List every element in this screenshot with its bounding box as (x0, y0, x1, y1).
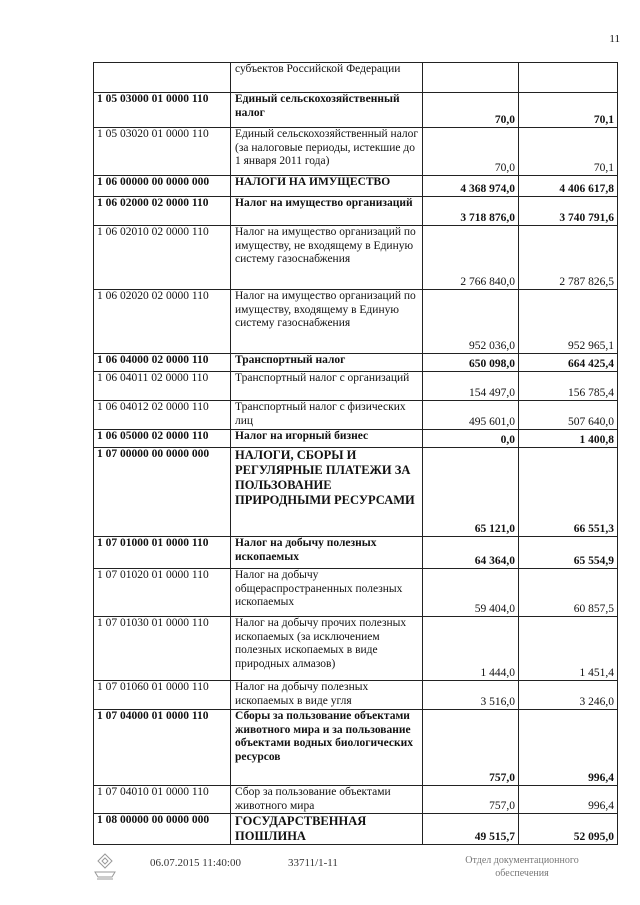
item-name-cell: Единый сельскохозяйственный налог (за налоговые периоды, истекшие до 1 января 2011 года) (231, 128, 423, 176)
page-number: 11 (609, 33, 620, 45)
amount-2-cell: 156 785,4 (519, 372, 618, 401)
item-name-cell: Транспортный налог с организаций (231, 372, 423, 401)
amount-2-cell: 2 787 826,5 (519, 226, 618, 290)
item-name-cell: Налог на добычу полезных ископаемых (231, 537, 423, 569)
amount-1-cell: 65 121,0 (423, 448, 519, 537)
amount-2-cell: 952 965,1 (519, 290, 618, 354)
amount-2-cell (519, 63, 618, 93)
amount-2-cell: 66 551,3 (519, 448, 618, 537)
amount-1-cell: 70,0 (423, 128, 519, 176)
budget-code-cell: 1 06 05000 02 0000 110 (94, 430, 231, 448)
table-row (94, 814, 618, 845)
amount-2-cell: 1 451,4 (519, 617, 618, 681)
amount-1-cell: 59 404,0 (423, 569, 519, 617)
amount-2-cell: 507 640,0 (519, 401, 618, 430)
table-row (94, 176, 618, 197)
item-name-cell: Налог на имущество организаций (231, 197, 423, 226)
table-row (94, 93, 618, 128)
footer-timestamp: 06.07.2015 11:40:00 (150, 857, 241, 869)
amount-2-cell: 52 095,0 (519, 814, 618, 845)
amount-1-cell: 757,0 (423, 710, 519, 786)
amount-1-cell: 49 515,7 (423, 814, 519, 845)
table-row (94, 63, 618, 93)
amount-2-cell: 3 740 791,6 (519, 197, 618, 226)
table-row (94, 710, 618, 786)
amount-1-cell: 3 718 876,0 (423, 197, 519, 226)
revenue-table (93, 62, 618, 845)
department-stamp-line1: Отдел документационного (465, 855, 579, 866)
amount-1-cell: 495 601,0 (423, 401, 519, 430)
table-row (94, 537, 618, 569)
footer-doc-number: 33711/1-11 (288, 857, 338, 869)
amount-2-cell: 60 857,5 (519, 569, 618, 617)
item-name-cell: Налог на добычу полезных ископаемых в виде угля (231, 681, 423, 710)
department-stamp (452, 854, 592, 880)
table-row (94, 448, 618, 537)
table-row (94, 197, 618, 226)
table-row (94, 569, 618, 617)
budget-code-cell: 1 06 02010 02 0000 110 (94, 226, 231, 290)
item-name-cell: Транспортный налог (231, 354, 423, 372)
budget-code-cell: 1 06 02020 02 0000 110 (94, 290, 231, 354)
amount-1-cell: 3 516,0 (423, 681, 519, 710)
table-row (94, 430, 618, 448)
amount-2-cell: 65 554,9 (519, 537, 618, 569)
amount-2-cell: 664 425,4 (519, 354, 618, 372)
budget-code-cell: 1 07 04010 01 0000 110 (94, 786, 231, 814)
amount-1-cell: 70,0 (423, 93, 519, 128)
budget-code-cell: 1 07 01030 01 0000 110 (94, 617, 231, 681)
amount-1-cell: 0,0 (423, 430, 519, 448)
item-name-cell: Сборы за пользование объектами животного мира и за пользование объектами водных биологических ресурсов (231, 710, 423, 786)
item-name-cell: Транспортный налог с физических лиц (231, 401, 423, 430)
amount-1-cell: 64 364,0 (423, 537, 519, 569)
item-name-cell: Единый сельскохозяйственный налог (231, 93, 423, 128)
amount-2-cell: 996,4 (519, 710, 618, 786)
table-row (94, 226, 618, 290)
amount-1-cell: 757,0 (423, 786, 519, 814)
amount-1-cell: 1 444,0 (423, 617, 519, 681)
item-name-cell: Сбор за пользование объектами животного мира (231, 786, 423, 814)
department-stamp-line2: обеспечения (495, 868, 549, 879)
document-stamp-logo-icon (92, 852, 118, 882)
table-row (94, 681, 618, 710)
amount-2-cell: 4 406 617,8 (519, 176, 618, 197)
budget-code-cell (94, 63, 231, 93)
budget-code-cell: 1 08 00000 00 0000 000 (94, 814, 231, 845)
table-row (94, 354, 618, 372)
item-name-cell: субъектов Российской Федерации (231, 63, 423, 93)
budget-code-cell: 1 06 02000 02 0000 110 (94, 197, 231, 226)
budget-code-cell: 1 05 03000 01 0000 110 (94, 93, 231, 128)
table-row (94, 290, 618, 354)
item-name-cell: Налог на добычу прочих полезных ископаемых (за исключением полезных ископаемых в виде природных алмазов) (231, 617, 423, 681)
budget-code-cell: 1 06 04000 02 0000 110 (94, 354, 231, 372)
budget-code-cell: 1 07 00000 00 0000 000 (94, 448, 231, 537)
table-row (94, 401, 618, 430)
budget-code-cell: 1 07 01060 01 0000 110 (94, 681, 231, 710)
budget-code-cell: 1 06 04011 02 0000 110 (94, 372, 231, 401)
amount-1-cell: 4 368 974,0 (423, 176, 519, 197)
item-name-cell: НАЛОГИ, СБОРЫ И РЕГУЛЯРНЫЕ ПЛАТЕЖИ ЗА ПОЛЬЗОВАНИЕ ПРИРОДНЫМИ РЕСУРСАМИ (231, 448, 423, 537)
amount-2-cell: 70,1 (519, 128, 618, 176)
budget-code-cell: 1 06 04012 02 0000 110 (94, 401, 231, 430)
table-row (94, 617, 618, 681)
budget-code-cell: 1 07 01000 01 0000 110 (94, 537, 231, 569)
item-name-cell: НАЛОГИ НА ИМУЩЕСТВО (231, 176, 423, 197)
amount-2-cell: 70,1 (519, 93, 618, 128)
amount-1-cell: 952 036,0 (423, 290, 519, 354)
item-name-cell: Налог на имущество организаций по имуществу, не входящему в Единую систему газоснабжения (231, 226, 423, 290)
budget-code-cell: 1 07 04000 01 0000 110 (94, 710, 231, 786)
item-name-cell: Налог на добычу общераспространенных полезных ископаемых (231, 569, 423, 617)
amount-2-cell: 1 400,8 (519, 430, 618, 448)
table-row (94, 372, 618, 401)
budget-code-cell: 1 06 00000 00 0000 000 (94, 176, 231, 197)
amount-1-cell: 154 497,0 (423, 372, 519, 401)
amount-1-cell: 650 098,0 (423, 354, 519, 372)
amount-2-cell: 3 246,0 (519, 681, 618, 710)
table-row (94, 786, 618, 814)
amount-2-cell: 996,4 (519, 786, 618, 814)
item-name-cell: ГОСУДАРСТВЕННАЯ ПОШЛИНА (231, 814, 423, 845)
item-name-cell: Налог на имущество организаций по имуществу, входящему в Единую систему газоснабжения (231, 290, 423, 354)
budget-code-cell: 1 07 01020 01 0000 110 (94, 569, 231, 617)
amount-1-cell: 2 766 840,0 (423, 226, 519, 290)
item-name-cell: Налог на игорный бизнес (231, 430, 423, 448)
budget-code-cell: 1 05 03020 01 0000 110 (94, 128, 231, 176)
amount-1-cell (423, 63, 519, 93)
table-row (94, 128, 618, 176)
